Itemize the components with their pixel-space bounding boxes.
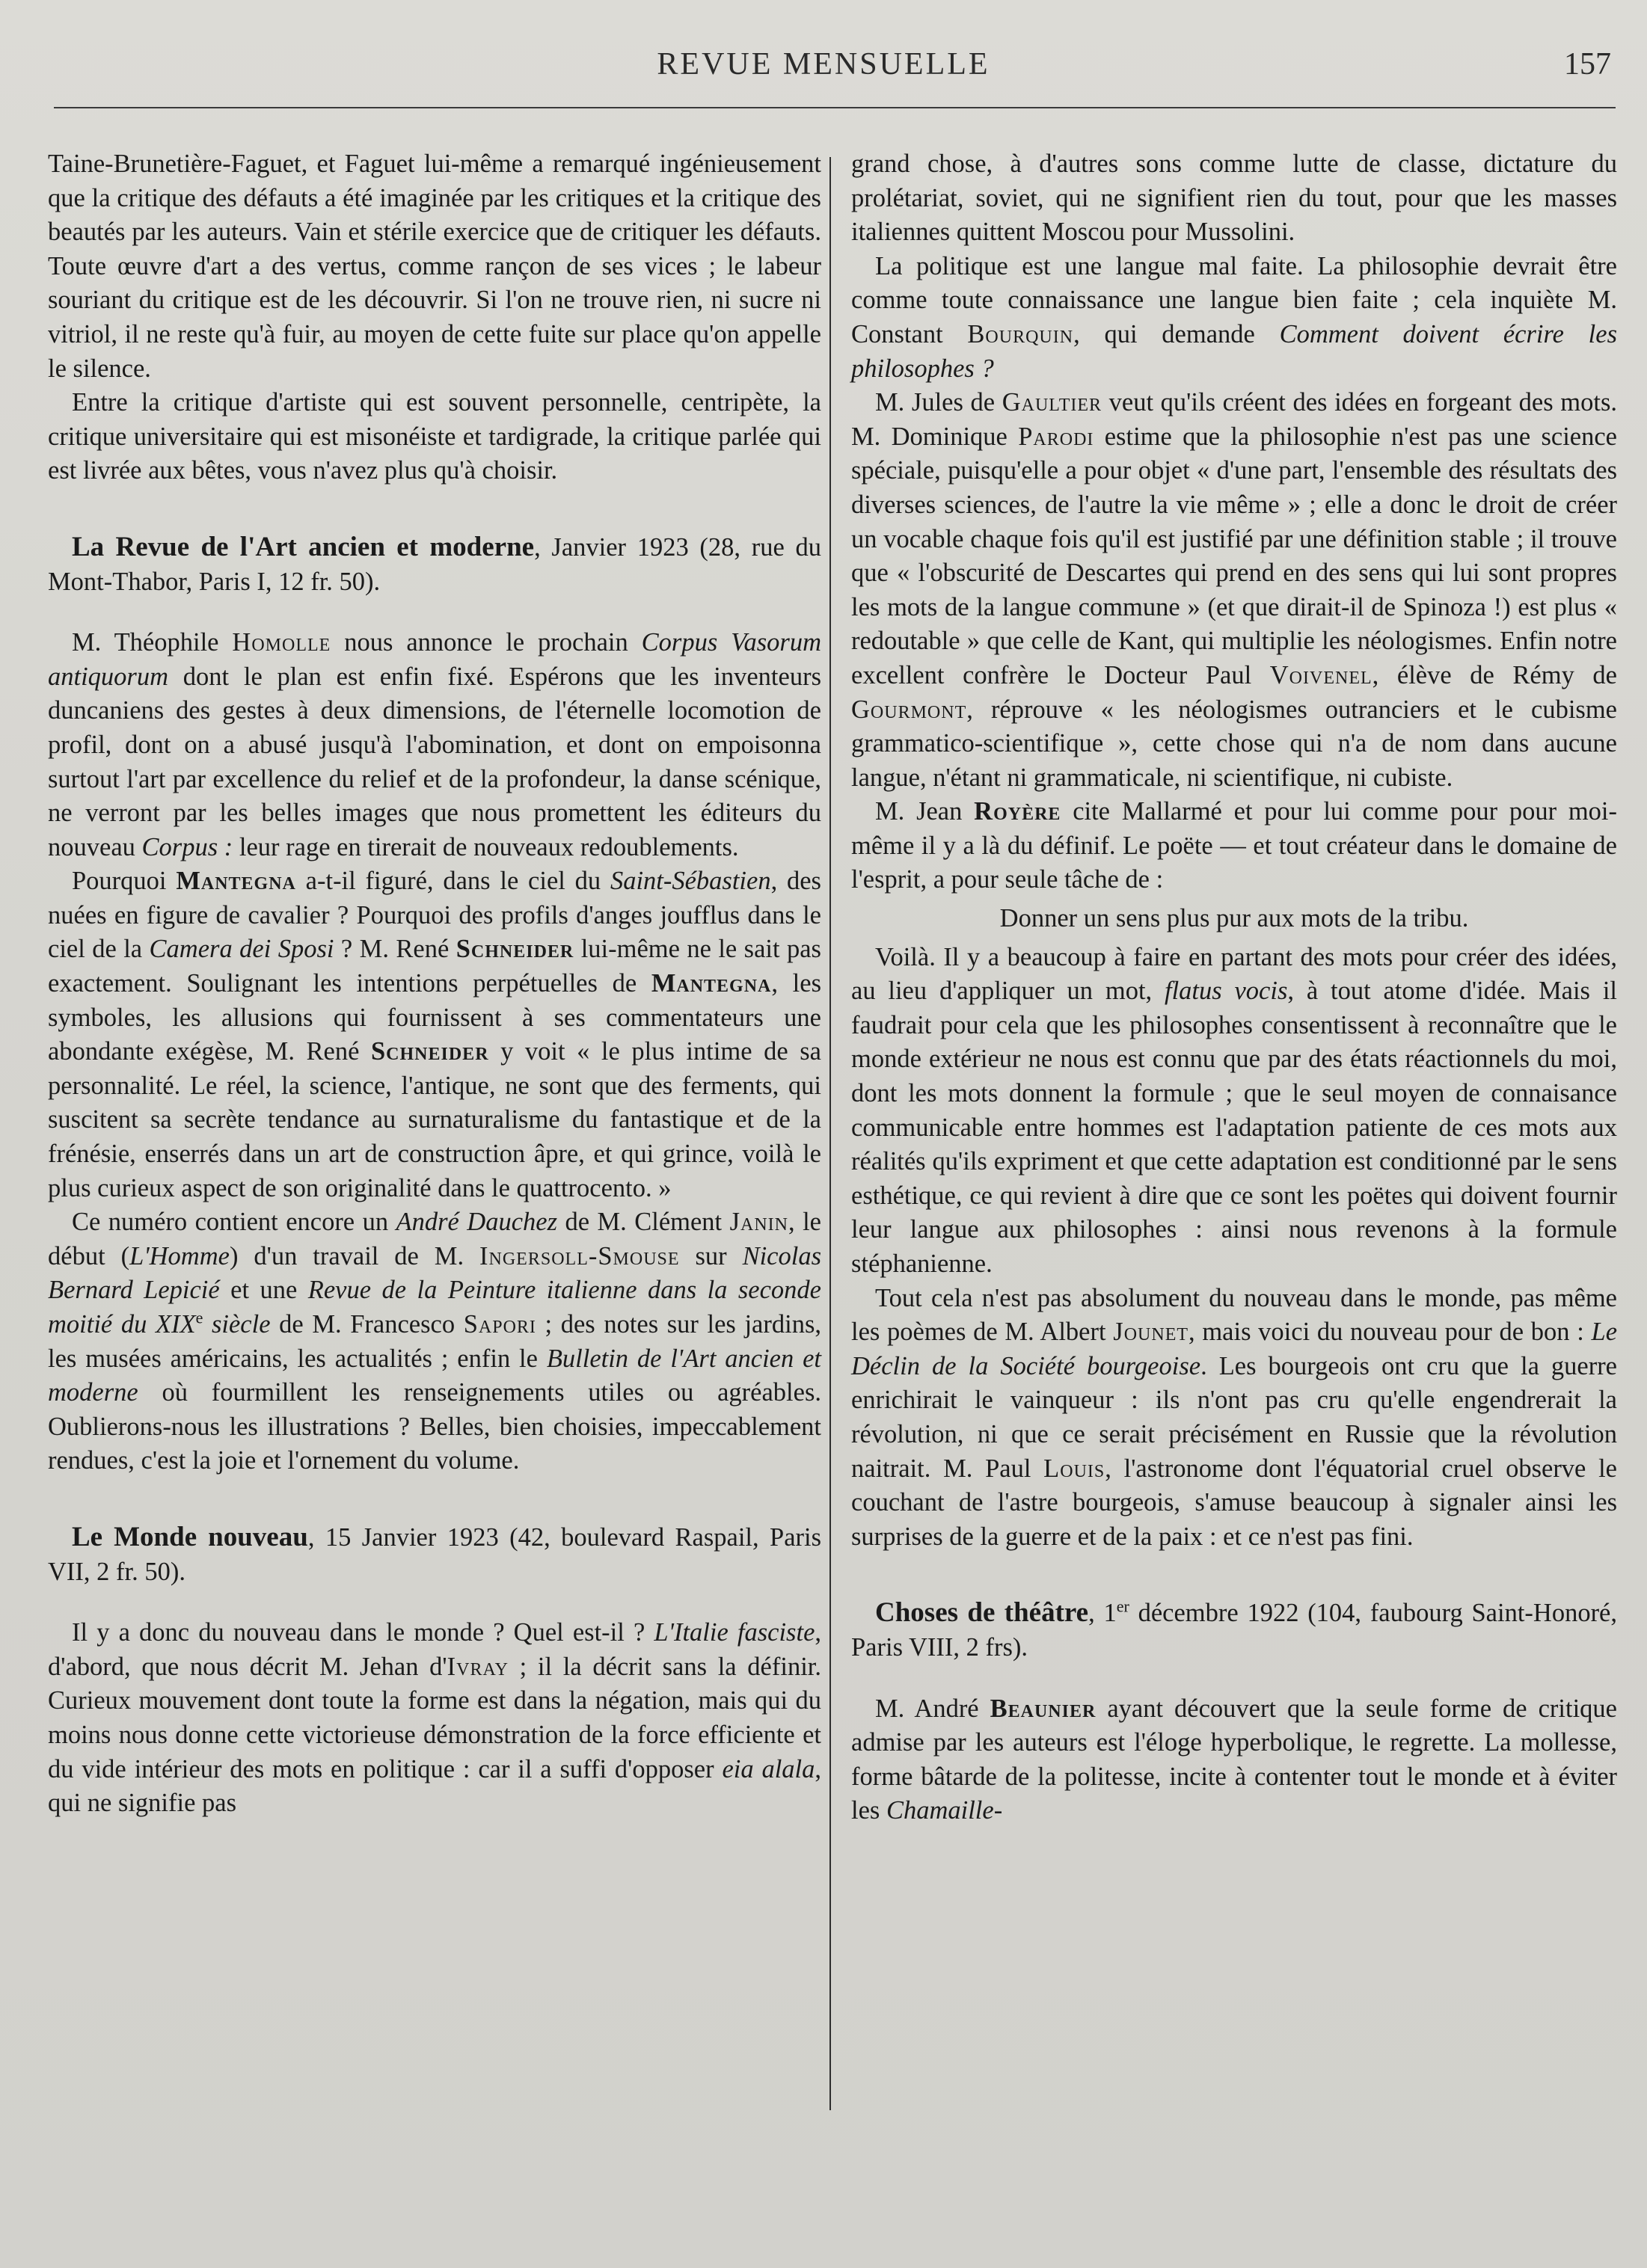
work-title: Saint-Sébastien — [610, 867, 771, 896]
review-title: Le Monde nouveau — [72, 1521, 308, 1552]
left-column — [48, 147, 821, 1821]
text-run: siècle — [203, 1310, 271, 1339]
running-head — [0, 46, 1647, 91]
author-name: Ivray — [447, 1652, 509, 1681]
author-name: Bourquin — [967, 319, 1074, 348]
text-run: estime que la philosophie n'est pas une science spéciale, puisqu'elle a pour objet « d'une part, l'ensemble des résultats des diverses sciences, de l'autre la vie même » ; elle a donc le droit de créer un vocable chaque fois qu'il est justifié par une définition stable ; il trouve que « l'obscurité de Descartes qui prend en des sens qui lui sont propres les mots de la langue commune » (et que dirait-il de Spinoza !) est plus « redoutable » que celle de Kant, qui multiplie les néologismes. Enfin notre excellent confrère le Docteur Paul — [851, 422, 1617, 689]
paragraph — [851, 250, 1617, 386]
work-title: Corpus Vasorum antiquorum — [48, 628, 821, 691]
text-run: a-t-il figuré, dans le ciel du — [295, 867, 610, 896]
paragraph — [48, 864, 821, 1205]
text-run: M. Jules de — [875, 388, 1002, 417]
page-number: 157 — [1564, 47, 1611, 82]
review-title: Choses de théâtre — [875, 1597, 1089, 1629]
paragraph — [851, 1282, 1617, 1555]
column-rule — [829, 157, 831, 2110]
work-title: André Dauchez — [396, 1208, 558, 1237]
paragraph — [851, 795, 1617, 897]
review-heading — [48, 530, 821, 599]
text-run: Voilà. Il y a beaucoup à faire en partant des mots pour créer des idées, au lieu d'appliquer un mot, — [851, 942, 1617, 1006]
paragraph — [851, 1692, 1617, 1828]
work-title: Camera dei Sposi — [149, 935, 334, 964]
review-title: La Revue de l'Art ancien et moderne — [72, 531, 535, 562]
text-run: , des nuées en figure de cavalier ? Pourquoi des profils d'anges joufflus dans le ciel de la — [48, 867, 821, 964]
author-name: Jounet — [1113, 1318, 1189, 1347]
work-title: Nicolas Bernard Lepicié — [48, 1241, 821, 1305]
text-run: leur rage en tirerait de nouveaux redoublements. — [233, 832, 739, 861]
text-run: . Les bourgeois ont cru que la guerre enrichirait le vainqueur : ils n'ont pas cru qu'elle engendrerait la révolution, ni que ce serait précisément en Russie que la révolution naitrait. M. Paul — [851, 1351, 1617, 1483]
author-name: Schneider — [456, 935, 574, 964]
author-name: Royère — [974, 797, 1061, 826]
author-name: Gourmont — [851, 695, 967, 724]
paragraph — [48, 626, 821, 864]
text-run: ayant découvert que la seule forme de critique admise par les auteurs est l'éloge hyperbolique, le regrette. La mollesse, forme bâtarde de la politesse, incite à contenter tout le monde et à éviter les — [851, 1694, 1617, 1825]
author-name: Sapori — [463, 1310, 536, 1339]
header-rule — [54, 107, 1616, 108]
author-name: Schneider — [370, 1037, 489, 1066]
author-name: Janin — [729, 1208, 789, 1237]
text-run: , à tout atome d'idée. Mais il faudrait pour cela que les philosophes consentissent à reconnaître que le monde extérieur ne nous est connu que par des états réactionnels du moi, dont les mots donnent la formule ; que le seul moyen de connaisance communicable entre hommes est l'adaptation patiente de ces mots aux réalités qu'ils expriment et que cette adaptation est conditionné par le sens esthétique, ce qui revient à dire que ce sont les poëtes qui doivent fournir leur langue aux philosophes : ainsi nous revenons à la formule stéphanienne. — [851, 977, 1617, 1278]
review-heading — [48, 1520, 821, 1589]
text-run: , mais voici du nouveau pour de bon : — [1189, 1318, 1592, 1347]
text-run: ; il la décrit sans la définir. Curieux mouvement dont toute la forme est dans la négation, mais qui du moins nous donne cette victorieuse démonstration de la force efficiente et du vide intérieur des mots en politique : car il a suffi d'opposer — [48, 1652, 821, 1783]
text-run: Tout cela n'est pas absolument du nouveau dans le monde, pas même les poèmes de M. Albert — [851, 1283, 1617, 1347]
text-run: lui-même ne le sait pas exactement. Soulignant les intentions perpétuelles de — [48, 935, 821, 998]
text-run: nous annonce le prochain — [331, 628, 642, 657]
author-name: Mantegna — [651, 969, 772, 998]
author-name: Parodi — [1018, 422, 1094, 451]
review-heading — [851, 1596, 1617, 1665]
paragraph: grand chose, à d'autres sons comme lutte de classe, dictature du prolétariat, soviet, qui ne signifient rien du tout, pour que les masses italiennes quittent Moscou pour Mussolini. — [851, 150, 1617, 247]
text-run: où fourmillent les renseignements utiles ou agréables. Oublierons-nous les illustrations ? Belles, bien choisies, impeccablement rendues, c'est la joie et l'ornement du volume. — [48, 1378, 821, 1475]
text-run: , les symboles, les allusions qui fournissent à ses commentateurs une abondante exégèse, M. René — [48, 969, 822, 1066]
author-name: Homolle — [232, 628, 331, 657]
author-name: Louis — [1043, 1454, 1105, 1483]
right-column — [851, 147, 1617, 1828]
text-run: et une — [219, 1276, 308, 1305]
paragraph — [48, 1616, 821, 1821]
work-title: L'Italie fasciste — [654, 1618, 815, 1647]
work-title: Corpus : — [141, 832, 233, 861]
work-title: Chamaille- — [886, 1796, 1003, 1825]
text-run: sur — [679, 1241, 743, 1270]
text-run: cite Mallarmé et pour lui comme pour pour moi-même il y a là du définif. Le poëte — et tout créateur dans le domaine de l'esprit, a pour seule tâche de : — [851, 797, 1617, 894]
paragraph: Taine-Brunetière-Faguet, et Faguet lui-même a remarqué ingénieusement que la critique des défauts a été imaginée par les critiques et la critique des beautés par les auteurs. Vain et stérile exercice que de critiquer les défauts. Toute œuvre d'art a des vertus, comme rançon de ses vices ; le labeur souriant du critique est de les découvrir. Si l'on ne trouve rien, ni sucre ni vitriol, il ne reste qu'à fuir, au moyen de cette fuite sur place qu'on appelle le silence. — [48, 150, 821, 383]
text-run: de M. Clément — [557, 1208, 730, 1237]
text-run: , d'abord, que nous décrit M. Jehan d' — [48, 1618, 822, 1681]
work-title: Comment doivent écrire les philosophes ? — [851, 319, 1617, 383]
work-title: flatus vocis — [1164, 977, 1288, 1006]
text-run: , le début ( — [48, 1208, 821, 1270]
text-run: er — [1116, 1596, 1129, 1616]
text-run: M. André — [875, 1694, 990, 1723]
text-run: M. Théophile — [72, 628, 233, 657]
text-run: décembre 1922 (104, faubourg Saint-Honoré, Paris VIII, 2 frs). — [851, 1599, 1617, 1662]
author-name: Gaultier — [1002, 388, 1102, 417]
text-run: ; des notes sur les jardins, les musées américains, les actualités ; enfin le — [48, 1310, 821, 1373]
text-run: , 1 — [1088, 1599, 1117, 1628]
author-name: Mantegna — [176, 867, 296, 896]
text-run: e — [195, 1308, 203, 1327]
paragraph — [851, 941, 1617, 1282]
work-title: Le Déclin de la Société bourgeoise — [851, 1318, 1618, 1380]
running-title: REVUE MENSUELLE — [657, 47, 990, 82]
text-run: M. Jean — [875, 797, 975, 826]
work-title: Bulletin de l'Art ancien et moderne — [48, 1344, 821, 1407]
text-run: Il y a donc du nouveau dans le monde ? Quel est-il ? — [72, 1618, 654, 1647]
text-run: , qui demande — [1073, 319, 1280, 348]
text-run: La politique est une langue mal faite. La philosophie devrait être comme toute connaissance une langue bien faite ; cela inquiète M. Constant — [851, 251, 1617, 348]
text-run: , l'astronome dont l'équatorial cruel observe le couchant de l'astre bourgeois, s'amuse beaucoup à signaler ainsi les surprises de la guerre et de la paix : et ce n'est pas fini. — [851, 1454, 1617, 1551]
verse-quote: Donner un sens plus pur aux mots de la tribu. — [999, 904, 1469, 933]
text-run: eia alala — [722, 1754, 815, 1783]
author-name: Voivenel — [1269, 660, 1372, 689]
text-run: ) d'un travail de M. — [229, 1241, 480, 1270]
author-name: Beaunier — [990, 1694, 1097, 1723]
author-name: Ingersoll-Smouse — [479, 1241, 680, 1270]
text-run: , réprouve « les néologismes outranciers et le cubisme grammatico-scientifique », cette chose qui n'a de nom dans aucune langue, n'étant ni grammaticale, ni scientifique, ni cubiste. — [851, 695, 1617, 792]
text-run: Pourquoi — [72, 867, 177, 896]
text-run: dont le plan est enfin fixé. Espérons que les inventeurs duncaniens des gestes à deux dimensions, de l'éternelle locomotion de profil, dont on a abusé jusqu'à l'abomination, et dont on empoisonna surtout l'art par excellence du relief et de la profondeur, la danse scénique, ne verront par les belles images que nous promettent les éditeurs du nouveau — [48, 662, 821, 861]
text-run: , qui ne signifie pas — [48, 1754, 821, 1818]
work-title: L'Homme — [129, 1241, 230, 1270]
text-run: de M. Francesco — [270, 1310, 464, 1339]
review-meta: , Janvier 1923 (28, rue du Mont-Thabor, Paris I, 12 fr. 50). — [48, 532, 821, 596]
text-run: ? M. René — [334, 935, 456, 964]
paragraph — [851, 386, 1617, 795]
paragraph: Entre la critique d'artiste qui est souvent personnelle, centripète, la critique universitaire qui est misonéiste et tardigrade, la critique parlée qui est livrée aux bêtes, vous n'avez plus qu'à choisir. — [48, 388, 821, 485]
text-run: y voit « le plus intime de sa personnalité. Le réel, la science, l'antique, ne sont que des ferments, qui suscitent sa secrète tendance au surnaturalisme du fantastique et de la frénésie, enserrés dans un art de construction âpre, et qui grince, voilà le plus curieux aspect de son originalité dans le quattrocento. » — [48, 1037, 821, 1202]
text-run: veut qu'ils créent des idées en forgeant des mots. M. Dominique — [851, 388, 1617, 451]
text-run: Ce numéro contient encore un — [72, 1208, 396, 1237]
text-run: , élève de Rémy de — [1372, 660, 1617, 689]
review-meta: , 15 Janvier 1923 (42, boulevard Raspail, Paris VII, 2 fr. 50). — [48, 1522, 822, 1586]
work-title: Revue de la Peinture italienne dans la seconde moitié du XIX — [48, 1276, 821, 1339]
paragraph — [48, 1205, 821, 1478]
